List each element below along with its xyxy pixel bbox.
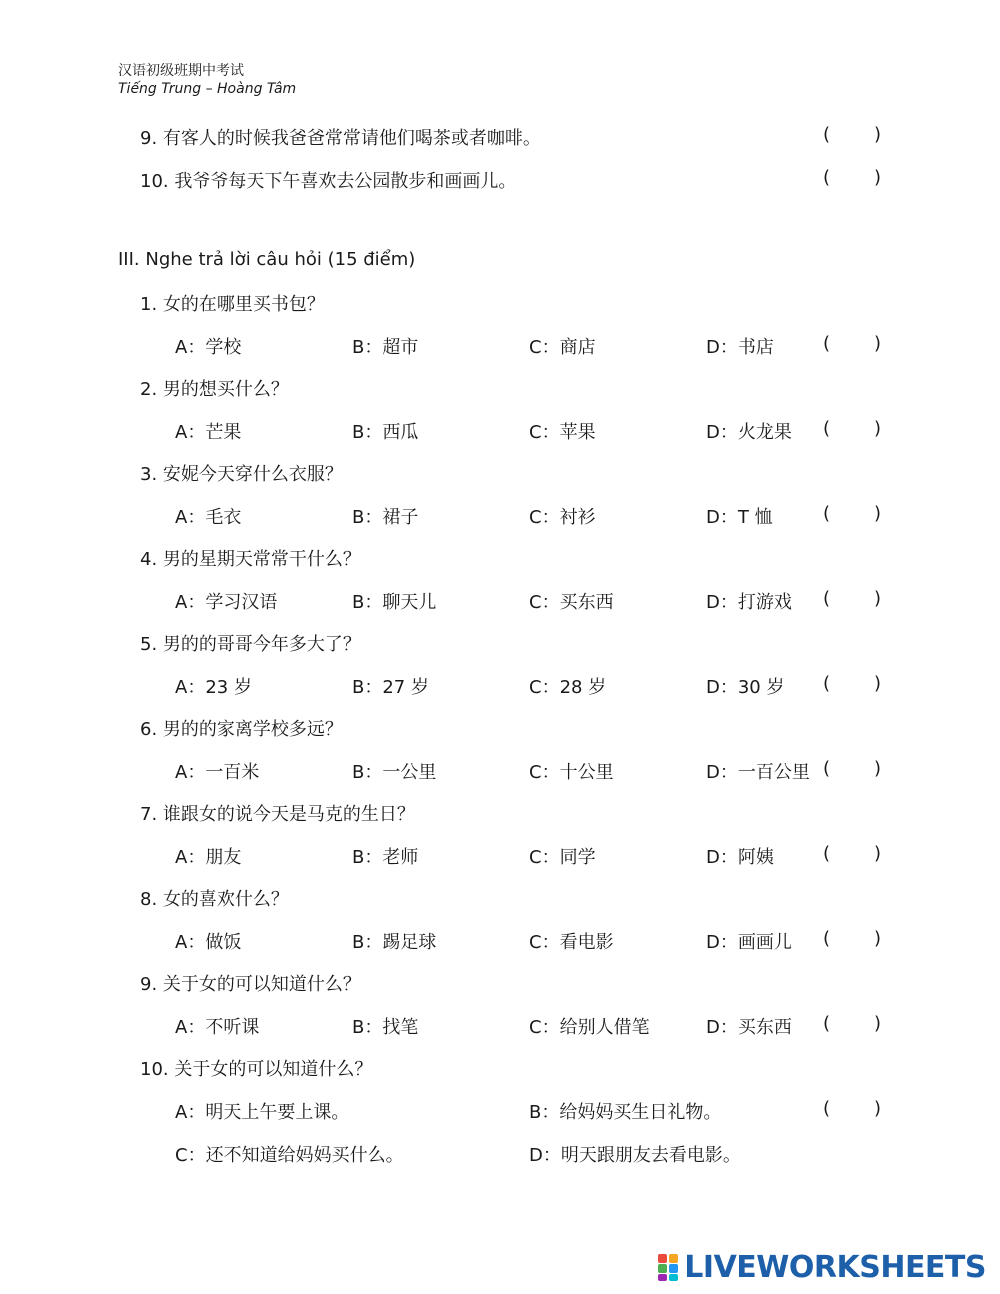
question-text-1: 1. 女的在哪里买书包？ — [140, 294, 325, 315]
option-a-9: A：不听课 — [175, 1017, 260, 1038]
question-text-3: 3. 安妮今天穿什么衣服？ — [140, 464, 343, 485]
option-b-6: B：一公里 — [352, 762, 437, 783]
option-d-5: D：30 岁 — [706, 677, 785, 698]
option-d-9: D：买东西 — [706, 1017, 792, 1038]
question-text-6: 6. 男的的家离学校多远？ — [140, 719, 343, 740]
option-d-10: D：明天跟朋友去看电影。 — [529, 1145, 741, 1166]
logo-text: LIVEWORKSHEETS — [684, 1250, 986, 1285]
option-d-3: D：T 恤 — [706, 507, 773, 528]
option-c-6: C：十公里 — [529, 762, 614, 783]
option-a-1: A：学校 — [175, 337, 242, 358]
option-a-4: A：学习汉语 — [175, 592, 278, 613]
liveworksheets-logo — [658, 1250, 986, 1285]
option-a-6: A：一百米 — [175, 762, 260, 783]
section-heading: III. Nghe trả lời câu hỏi (15 điểm) — [118, 249, 416, 270]
option-b-4: B：聊天儿 — [352, 592, 437, 613]
part2-item-10: 10. 我爷爷每天下午喜欢去公园散步和画画儿。 — [140, 171, 517, 192]
logo-icon — [658, 1254, 680, 1282]
exam-subtitle: Tiếng Trung – Hoàng Tâm — [118, 81, 297, 97]
part2-item-9: 9. 有客人的时候我爸爸常常请他们喝茶或者咖啡。 — [140, 128, 541, 149]
option-c-1: C：商店 — [529, 337, 596, 358]
question-text-5: 5. 男的的哥哥今年多大了？ — [140, 634, 361, 655]
question-text-2: 2. 男的想买什么？ — [140, 379, 289, 400]
question-text-8: 8. 女的喜欢什么？ — [140, 889, 289, 910]
option-d-4: D：打游戏 — [706, 592, 792, 613]
option-c-7: C：同学 — [529, 847, 596, 868]
option-c-10: C：还不知道给妈妈买什么。 — [175, 1145, 404, 1166]
question-text-10: 10. 关于女的可以知道什么？ — [140, 1059, 373, 1080]
option-d-6: D：一百公里 — [706, 762, 810, 783]
option-c-4: C：买东西 — [529, 592, 614, 613]
option-a-7: A：朋友 — [175, 847, 242, 868]
option-b-7: B：老师 — [352, 847, 419, 868]
option-d-7: D：阿姨 — [706, 847, 774, 868]
question-text-4: 4. 男的星期天常常干什么？ — [140, 549, 361, 570]
option-d-2: D：火龙果 — [706, 422, 792, 443]
option-a-2: A：芒果 — [175, 422, 242, 443]
option-b-9: B：找笔 — [352, 1017, 419, 1038]
question-text-7: 7. 谁跟女的说今天是马克的生日？ — [140, 804, 415, 825]
option-a-5: A：23 岁 — [175, 677, 252, 698]
question-text-9: 9. 关于女的可以知道什么？ — [140, 974, 361, 995]
option-d-1: D：书店 — [706, 337, 774, 358]
option-b-1: B：超市 — [352, 337, 419, 358]
option-d-8: D：画画儿 — [706, 932, 792, 953]
option-b-3: B：裙子 — [352, 507, 419, 528]
option-c-9: C：给别人借笔 — [529, 1017, 650, 1038]
option-c-3: C：衬衫 — [529, 507, 596, 528]
exam-title: 汉语初级班期中考试 — [118, 63, 244, 79]
option-a-3: A：毛衣 — [175, 507, 242, 528]
option-b-5: B：27 岁 — [352, 677, 429, 698]
option-c-5: C：28 岁 — [529, 677, 607, 698]
option-b-8: B：踢足球 — [352, 932, 437, 953]
option-a-8: A：做饭 — [175, 932, 242, 953]
option-c-8: C：看电影 — [529, 932, 614, 953]
option-b-2: B：西瓜 — [352, 422, 419, 443]
option-a-10: A：明天上午要上课。 — [175, 1102, 350, 1123]
option-b-10: B：给妈妈买生日礼物。 — [529, 1102, 722, 1123]
option-c-2: C：苹果 — [529, 422, 596, 443]
